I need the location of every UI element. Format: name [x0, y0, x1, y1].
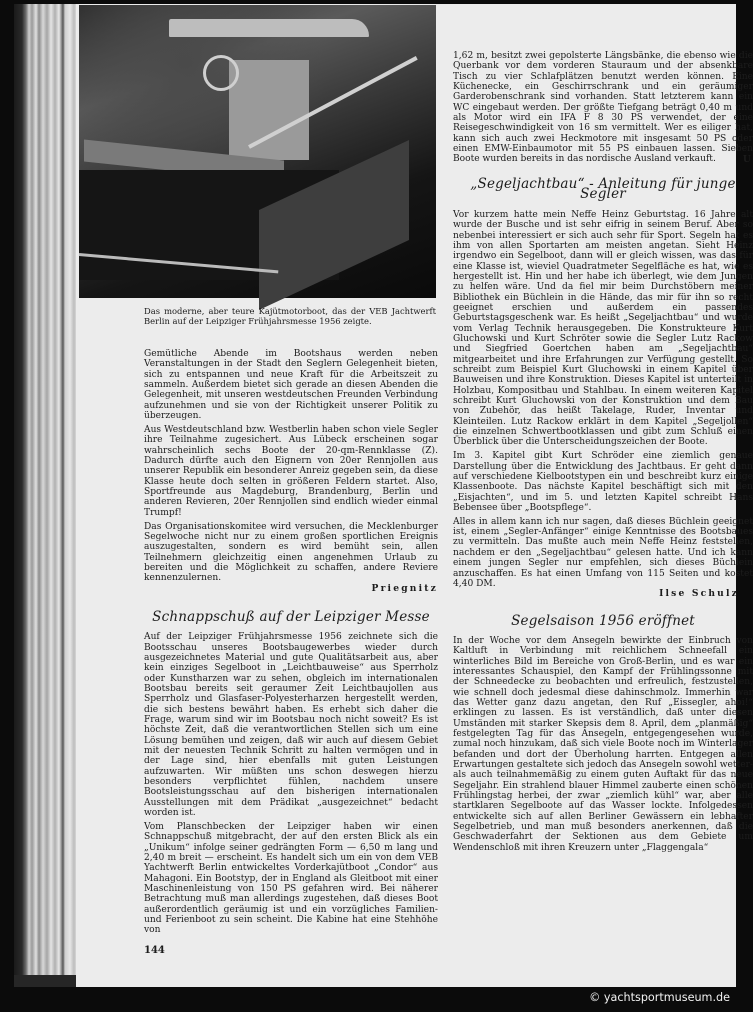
photo-caption: Das moderne, aber teure Kajütmotorboot, das der VEB Jachtwerft Berlin auf der Leipziger Frühjahrsmesse 1956 zeigte.: [144, 306, 436, 326]
motorboat-photo-icon: [79, 5, 436, 298]
author-signature: Priegnitz: [371, 582, 438, 594]
paragraph: Aus Westdeutschland bzw. Westberlin haben schon viele Segler ihre Teilnahme zugesichert. Aus Lübeck erscheinen sogar wahrscheinlich sechs Boote der 20-qm-Rennklasse (Z). Dadurch dürfte auch den Eignern von 20er Rennjollen aus unserer Republik ein besonderer Anreiz gegeben sein, da diese Klasse heute doch selten in größeren Feldern startet. Also, Sportfreunde aus Magdeburg, Brandenburg, Berlin und anderen Revieren, 20er Rennjollen sind endlich wieder einmal Trumpf!: [144, 424, 438, 518]
paragraph: Im 3. Kapitel gibt Kurt Schröder eine ziemlich genaue Darstellung über die Entwicklung des Jachtbaus. Er geht dann auf verschiedene Kielbootstypen ein und beschreibt kurz einige Klassenboote. Das nächste Kapitel beschäftigt sich mit den „Eisjachten“, und im 5. und letzten Kapitel schreibt Hans Bebensee über „Bootspflege“.: [453, 451, 753, 513]
article-heading: Schnappschuß auf der Leipziger Messe: [152, 608, 430, 625]
paragraph: Vom Planschbecken der Leipziger haben wir einen Schnappschuß mitgebracht, der auf den ersten Blick als ein „Unikum“ infolge seiner gedrängten Form — 6,50 m lang und 2,40 m breit — erscheint. Es handelt sich um ein von dem VEB Yachtwerft Berlin entwickeltes Vorderkajütboot „Condor“ aus Mahagoni. Ein Bootstyp, der in England als Gleitboot mit einer Maschinenleistung von 150 PS gefahren wird. Bei näherer Betrachtung muß man allerdings zugestehen, daß dieses Boot außerordentlich geräumig ist und ein vorzügliches Familien- und Ferienboot zu sein scheint. Die Kabine hat eine Stehhöhe von: [144, 821, 438, 936]
right-column: [453, 51, 753, 857]
magazine-page: [76, 4, 753, 987]
author-signature: Ilse Schulz: [659, 588, 739, 600]
paragraph: 1,62 m, besitzt zwei gepolsterte Längsbänke, die ebenso wie die Querbank vor dem vorderen Stauraum und der absenkbare Tisch zu vier Schlafplätzen benutzt werden können. Eine Küchenecke, ein Geschirrschrank und ein geräumiger Garderobenschrank sind vorhanden. Statt letzterem kann ein WC eingebaut werden. Der größte Tiefgang beträgt 0,40 m und als Motor wird ein IFA F 8 30 PS verwendet, der eine Reisegeschwindigkeit von 16 sm vermittelt. Wer es eiliger hat, kann sich auch zwei Heckmotore mit insgesamt 50 PS oder einen EMW-Einbaumotor mit 55 PS einbauen lassen. Sieben Boote wurden bereits in das nordische Ausland verkauft.: [453, 51, 753, 165]
article-heading: Segelsaison 1956 eröffnet: [511, 612, 695, 629]
left-column: [144, 349, 438, 939]
paragraph: Auf der Leipziger Frühjahrsmesse 1956 zeichnete sich die Bootsschau unseres Bootsbaugewerbes wieder durch ausgezeichnetes Material und gute Qualitätsarbeit aus, aber kein einziges Segelboot in „Leichtbauweise“ aus Sperrholz oder Kunstharzen war zu sehen, obgleich im internationalen Bootsbau bereits seit geraumer Zeit Leichtbaujollen aus Sperrholz und Glasfaser-Polyesterharzen hergestellt werden, die sich bestens bewährt haben. Es erhebt sich daher die Frage, warum sind wir im Bootsbau noch nicht soweit? Es ist höchste Zeit, daß die verantwortlichen Stellen sich um eine Lösung bemühen und zeigen, daß wir auch auf diesem Gebiet mit der neuesten Technik Schritt zu halten vermögen und in der Lage sind, hier ebenfalls mit guten Leistungen aufzuwarten. Wir müßten uns schon deswegen hierzu besonders verpflichtet fühlen, nachdem unsere Bootsleistungsschau auf den bisherigen internationalen Ausstellungen mit dem Prädikat „ausgezeichnet“ bedacht worden ist.: [144, 632, 438, 819]
paragraph: Gemütliche Abende im Bootshaus werden neben Veranstaltungen in der Stadt den Seglern Gelegenheit bieten, sich zu entspannen und neue Kraft für die Arbeitszeit zu sammeln. Außerdem bietet sich gerade an diesen Abenden die Gelegenheit, mit unseren westdeutschen Freunden Verbindung aufzunehmen und sie von der Richtigkeit unserer Politik zu überzeugen.: [144, 349, 438, 422]
paragraph: Alles in allem kann ich nur sagen, daß dieses Büchlein geeignet ist, einem „Segler-Anfänger“ einige Kenntnisse des Bootsbaues zu vermitteln. Das mußte auch mein Neffe Heinz feststellen, nachdem er den „Segeljachtbau“ gelesen hatte. Und ich kann einem jungen Segler nur empfehlen, sich dieses Büchlein anzuschaffen. Es hat einen Umfang von 115 Seiten und kostet 4,40 DM.: [453, 516, 753, 589]
book-page-edges: [14, 4, 76, 984]
book-spine-shadow: [14, 975, 84, 987]
paragraph: In der Woche vor dem Ansegeln bewirkte der Einbruch von Kaltluft in Verbindung mit reichlichem Schneefall ein winterliches Bild im Bereiche von Groß-Berlin, und es war ein interessantes Schauspiel, den Kampf der Frühlingssonne mit der Schneedecke zu beobachten und erfreulich, festzustellen, wie schnell doch jedesmal diese dahinschmolz. Immerhin war das Wetter ganz dazu angetan, den Ruf „Eissegler, ahoi!“ erklingen zu lassen. Es ist verständlich, daß unter diesen Umständen mit starker Skepsis dem 8. April, dem „planmäßig“ festgelegten Tag für das Ansegeln, entgegengesehen wurde, zumal noch hinzukam, daß sich viele Boote noch im Winterlager befanden und dort der Überholung harrten. Entgegen allen Erwartungen gestaltete sich jedoch das Ansegeln sowohl wetter- als auch teilnahmemäßig zu einem guten Auftakt für das neue Segeljahr. Ein strahlend blauer Himmel zauberte einen schönen Frühlingstag herbei, der zwar „ziemlich kühl“ war, aber alle startklaren Segelboote auf das Wasser lockte. Infolgedessen entwickelte sich auf allen Berliner Gewässern ein lebhafter Segelbetrieb, und man muß besonders anerkennen, daß die Geschwaderfahrt der Sektionen aus dem Gebiete um Wendenschloß mit ihren Kreuzern unter „Flaggengala“: [453, 635, 753, 853]
author-signature: U: [742, 153, 753, 165]
page-number: 144: [144, 945, 165, 956]
article-heading: „Segeljachtbau“ - Anleitung für junge Segler: [470, 176, 736, 203]
copyright-watermark: © yachtsportmuseum.de: [589, 991, 730, 1004]
paragraph: Vor kurzem hatte mein Neffe Heinz Geburtstag. 16 Jahre alt wurde der Busche und ist sehr eifrig in seinem Beruf. Aber so nebenbei interessiert er sich auch sehr für Sport. Segeln hat es ihm von allen Sportarten am meisten angetan. Sieht Heinz irgendwo ein Segelboot, dann will er gleich wissen, was das für eine Klasse ist, wieviel Quadratmeter Segelfläche es hat, wie es hergestellt ist. Hin und her habe ich überlegt, wie dem Jungen zu helfen wäre. Und da fiel mir beim Durchstöbern meiner Bibliothek ein Büchlein in die Hände, das mir für ihn so recht geeignet erschien und außerdem ein passendes Geburtstagsgeschenk war. Es heißt „Segeljachtbau“ und wurde vom Verlag Technik herausgegeben. Die Konstrukteure Kurt Gluchowski und Kurt Schröter sowie die Segler Lutz Rackow und Siegfried Goertchen haben am „Segeljachtbau“ mitgearbeitet und ihre Erfahrungen zur Verfügung gestellt. So schreibt zum Beispiel Kurt Gluchowski in einem Kapitel über Bauweisen und ihre Konstruktion. Dieses Kapitel ist unterteilt in Holzbau, Kompositbau und Stahlbau. In einem weiteren Kapitel schreibt Kurt Gluchowski von der Konstruktion und dem Bau von Zubehör, das heißt Takelage, Ruder, Inventar und Kleinteilen. Lutz Rackow erklärt in dem Kapitel „Segeljollen“ die einzelnen Schwertbootklassen und gibt zum Schluß einen Überblick über die Unterscheidungszeichen der Boote.: [453, 209, 753, 448]
paragraph: Das Organisationskomitee wird versuchen, die Mecklenburger Segelwoche nicht nur zu einem großen sportlichen Ereignis auszugestalten, sondern es wird bemüht sein, allen Teilnehmern gleichzeitig einen angenehmen Urlaub zu bereiten und die Möglichkeit zu schaffen, andere Reviere kennenzulernen.: [144, 521, 438, 584]
